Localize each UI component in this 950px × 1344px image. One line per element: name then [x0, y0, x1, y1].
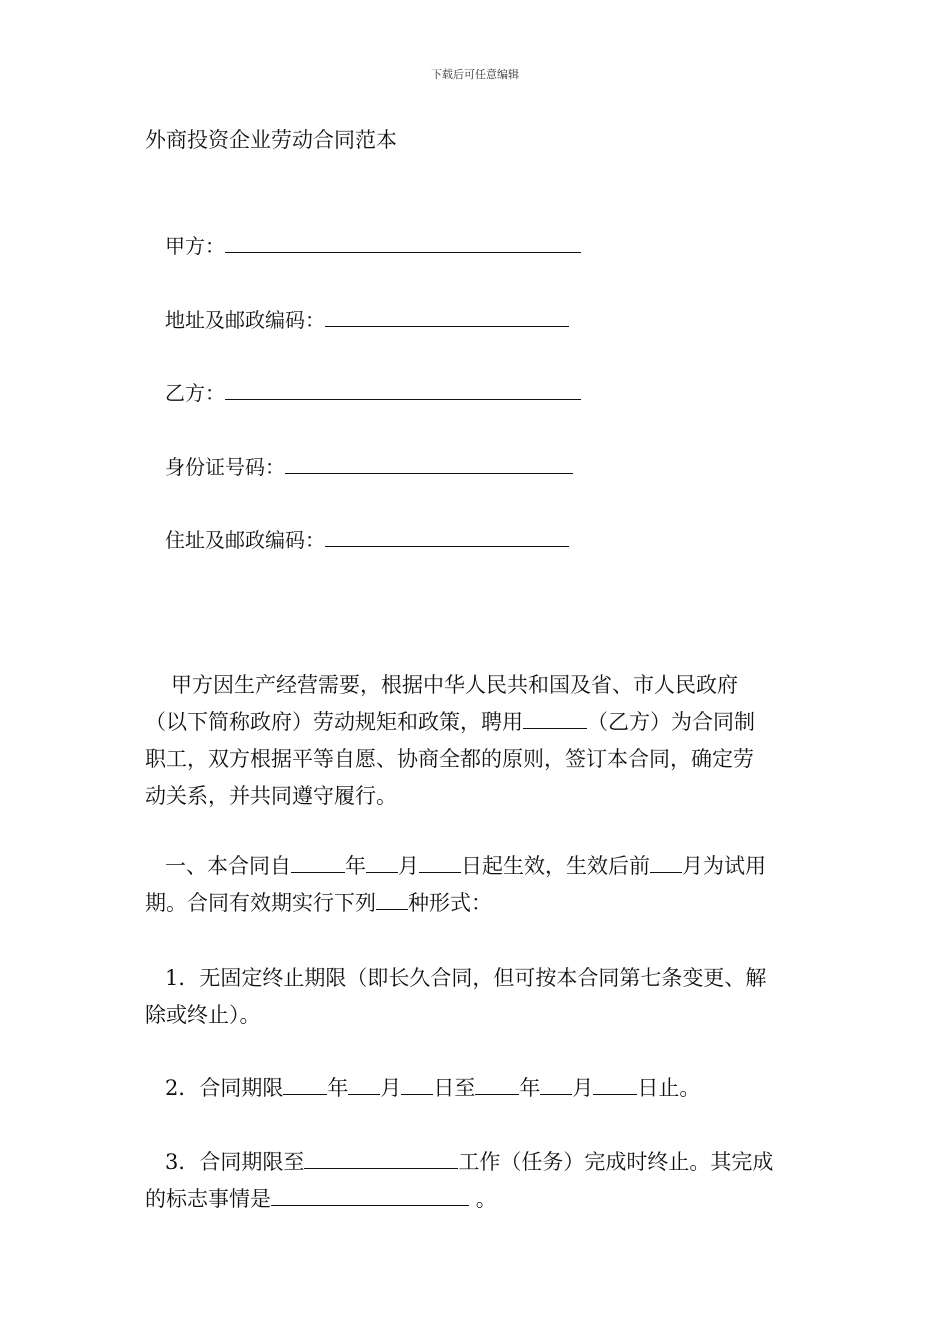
- field-id-number: [165, 451, 573, 481]
- text-run: 年: [327, 1076, 349, 1100]
- fill-blank: [283, 1072, 327, 1095]
- fill-blank: [285, 451, 573, 474]
- fill-blank: [271, 1183, 469, 1206]
- fill-blank: [650, 850, 682, 873]
- fill-blank: [401, 1072, 433, 1095]
- field-label: 甲方：: [165, 234, 225, 258]
- text-run: 月: [380, 1076, 402, 1100]
- text-run: 。: [475, 1187, 497, 1211]
- text-run: 的标志事情是: [145, 1187, 271, 1211]
- header-note: 下载后可任意编辑: [431, 68, 519, 81]
- text-line: [145, 848, 815, 885]
- text-line: [145, 1181, 815, 1218]
- text-line: 甲方因生产经营需要，根据中华人民共和国及省、市人民政府: [171, 673, 738, 697]
- item-2: [145, 1070, 815, 1107]
- fill-blank: [540, 1072, 572, 1095]
- text-run: （乙方）为合同制: [587, 710, 755, 734]
- fill-blank: [366, 850, 398, 873]
- text-run: 工作（任务）完成时终止。其完成: [458, 1150, 774, 1174]
- text-run: 3．合同期限至: [165, 1150, 305, 1174]
- fill-blank: [419, 850, 461, 873]
- text-run: 年: [519, 1076, 541, 1100]
- text-line: [145, 885, 815, 922]
- fill-blank: [325, 304, 569, 327]
- text-line: 除或终止）。: [145, 1003, 261, 1027]
- text-line: [145, 704, 815, 741]
- field-party-b: [165, 377, 581, 407]
- fill-blank: [523, 706, 587, 729]
- field-party-a: [165, 230, 581, 260]
- text-run: 日至: [433, 1076, 476, 1100]
- text-line: [145, 1070, 815, 1107]
- fill-blank: [593, 1072, 637, 1095]
- text-run: 月: [398, 854, 419, 878]
- text-run: 日起生效，生效后前: [461, 854, 650, 878]
- document-title: 外商投资企业劳动合同范本: [145, 128, 397, 152]
- text-run: 2．合同期限: [165, 1076, 284, 1100]
- field-label: 住址及邮政编码：: [165, 528, 325, 552]
- fill-blank: [291, 850, 345, 873]
- fill-blank: [304, 1146, 458, 1169]
- text-line: 动关系，并共同遵守履行。: [145, 784, 397, 808]
- field-label: 地址及邮政编码：: [165, 308, 325, 332]
- field-label: 身份证号码：: [165, 455, 285, 479]
- text-run: 一、本合同自: [165, 854, 291, 878]
- clause-1: [145, 848, 815, 922]
- intro-paragraph: [145, 667, 815, 815]
- text-line: [145, 1144, 815, 1181]
- field-address-a: [165, 304, 569, 334]
- fill-blank: [348, 1072, 380, 1095]
- text-run: 日止。: [637, 1076, 701, 1100]
- fill-blank: [475, 1072, 519, 1095]
- field-label: 乙方：: [165, 381, 225, 405]
- fill-blank: [376, 887, 408, 910]
- text-run: 期。合同有效期实行下列: [145, 891, 376, 915]
- fill-blank: [225, 230, 581, 253]
- text-run: 种形式：: [408, 891, 492, 915]
- fill-blank: [225, 377, 581, 400]
- text-run: （以下简称政府）劳动规矩和政策，聘用: [145, 710, 523, 734]
- item-3: [145, 1144, 815, 1218]
- text-run: 月: [572, 1076, 594, 1100]
- field-address-b: [165, 524, 569, 554]
- text-run: 年: [345, 854, 366, 878]
- text-run: 月为试用: [682, 854, 766, 878]
- text-line: 1．无固定终止期限（即长久合同，但可按本合同第七条变更、解: [165, 966, 767, 990]
- text-line: 职工，双方根据平等自愿、协商全都的原则，签订本合同，确定劳: [145, 747, 754, 771]
- item-1: [145, 960, 815, 1034]
- fill-blank: [325, 524, 569, 547]
